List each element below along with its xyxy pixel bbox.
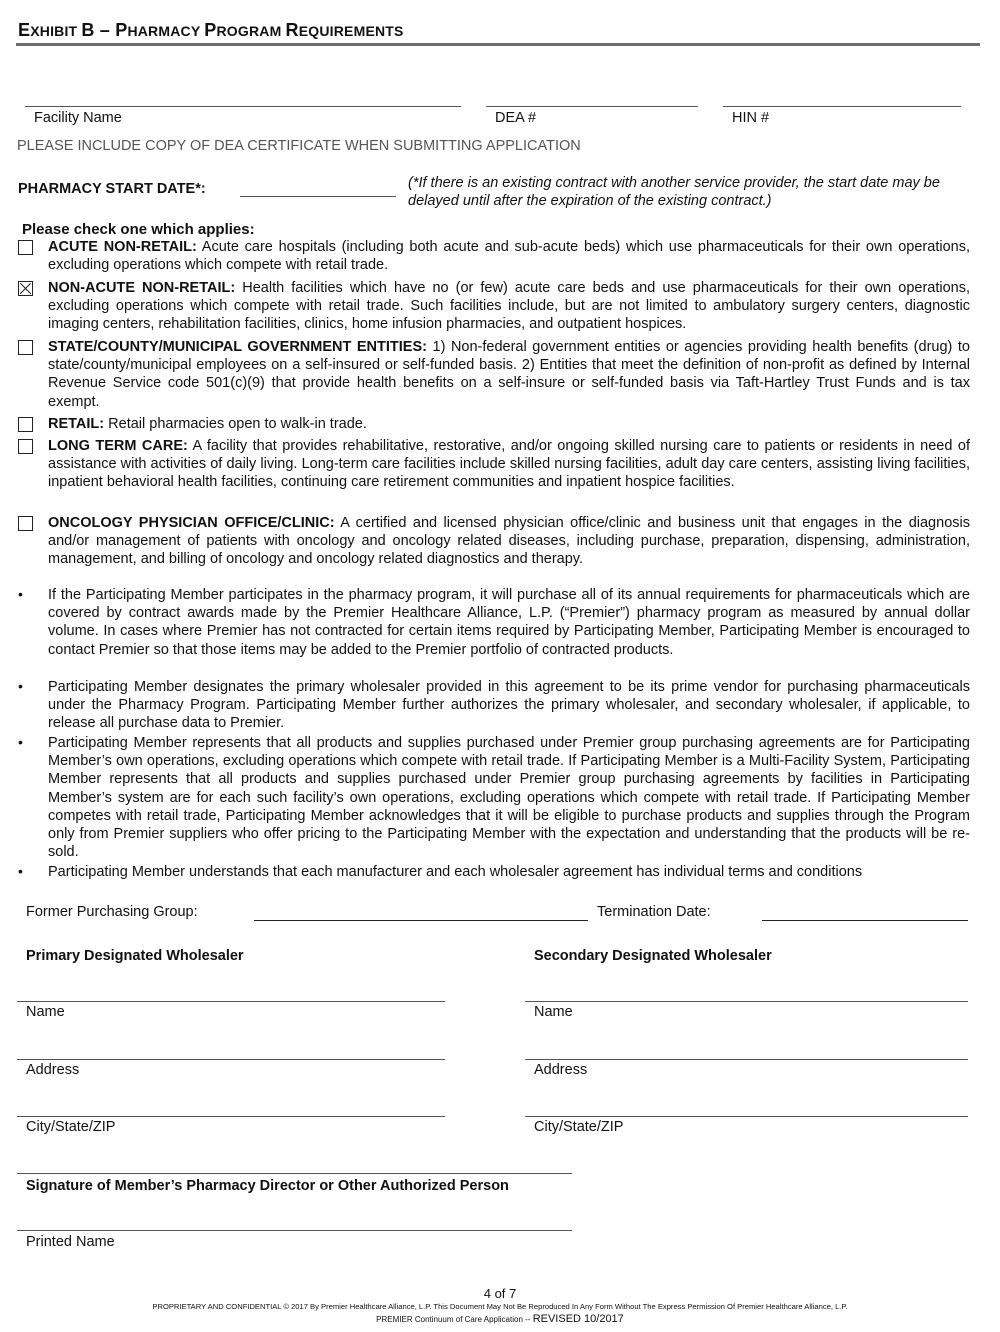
checkbox-long-term-care[interactable] — [18, 439, 33, 454]
title-part: PROGRAM — [204, 20, 286, 40]
hin-field[interactable] — [723, 106, 961, 107]
primary-wholesaler-heading: Primary Designated Wholesaler — [26, 948, 244, 964]
option-retail — [18, 415, 970, 433]
options-heading: Please check one which applies: — [22, 221, 255, 238]
secondary-address-field[interactable] — [525, 1059, 968, 1060]
termination-date-label: Termination Date: — [597, 904, 711, 920]
primary-city-label: City/State/ZIP — [26, 1119, 116, 1135]
option-label: LONG TERM CARE: — [48, 438, 188, 454]
dea-field[interactable] — [486, 106, 698, 107]
bullet-icon: • — [18, 586, 23, 602]
primary-name-field[interactable] — [17, 1001, 445, 1002]
secondary-name-field[interactable] — [525, 1001, 968, 1002]
option-long-term-care — [18, 437, 970, 492]
checkbox-acute-non-retail[interactable] — [18, 240, 33, 255]
option-acute-non-retail — [18, 238, 970, 274]
termination-date-field[interactable] — [762, 920, 968, 921]
revision-date: REVISED 10/2017 — [532, 1313, 624, 1325]
option-label: ACUTE NON-RETAIL: — [48, 239, 197, 255]
option-text: Retail pharmacies open to walk-in trade. — [104, 416, 367, 432]
bullet-item: • Participating Member understands that each manufacturer and each wholesaler agreement has individual terms and conditions — [18, 863, 863, 880]
bullet-icon: • — [18, 734, 23, 750]
primary-address-label: Address — [26, 1062, 80, 1078]
checkbox-oncology[interactable] — [18, 516, 33, 531]
option-label: NON-ACUTE NON-RETAIL: — [48, 280, 236, 296]
hin-label: HIN # — [732, 110, 770, 126]
primary-city-field[interactable] — [17, 1116, 445, 1117]
title-divider — [16, 43, 980, 46]
page-number: 4 of 7 — [483, 1286, 517, 1301]
option-text: A facility that provides rehabilitative, restorative, and/or ongoing skilled nursing care to patients or residents in need of assistance with activities of daily living. Long-term care facilities include skilled nursing facilities, adult day care centers, assisting living facilities, inpatient behavioral health facilities, continuing care retirement communities and inpatient hospice facilities. — [48, 438, 970, 491]
checkbox-non-acute-non-retail-checked[interactable] — [18, 281, 33, 296]
option-label: RETAIL: — [48, 416, 105, 432]
option-label: STATE/COUNTY/MUNICIPAL GOVERNMENT ENTITIES: — [48, 339, 427, 355]
option-text: Acute care hospitals (including both acute and sub-acute beds) which use pharmaceuticals for their own operations, excluding operations which compete with retail trade. — [48, 239, 970, 274]
option-text: Health facilities which have no (or few) acute care beds and use pharmaceuticals for their own operations, excluding operations which compete with retail trade. Such facilities include, but are not limited to ambulatory surgery centers, diagnostic imaging centers, rehabilitation facilities, clinics, home infusion pharmacies, and outpatient hospices. — [48, 280, 970, 333]
bullet-icon: • — [18, 863, 23, 879]
bullet-icon: • — [18, 678, 23, 694]
start-date-field[interactable] — [240, 196, 396, 197]
printed-name-label: Printed Name — [26, 1234, 115, 1250]
title-part: REQUIREMENTS — [285, 20, 404, 40]
option-government — [18, 338, 970, 411]
title-part: B – PHARMACY — [81, 20, 205, 40]
former-group-field[interactable] — [254, 920, 588, 921]
option-text: 1) Non-federal government entities or agencies providing health benefits (drug) to state/county/municipal employees on a self-insured or self-funded basis. 2) Entities that meet the definition of non-profit as defined by Internal Revenue Service code 501(c)(9) that provide health benefits on a self-insure or self-funded basis via Taft-Hartley Trust Funds and is tax exempt. — [48, 339, 970, 410]
app-name: PREMIER Continuum of Care Application -- — [376, 1315, 533, 1324]
option-text: A certified and licensed physician office/clinic and business unit that engages in the diagnosis and/or management of patients with oncology and oncology related diseases, including purchase, preparation, dispensing, administration, management, and billing of oncology and oncology related diagnostics and therapy. — [48, 515, 970, 568]
secondary-city-field[interactable] — [525, 1116, 968, 1117]
footer-revision — [0, 1313, 1000, 1325]
bullet-item: • If the Participating Member participates in the pharmacy program, it will purchase all of its annual requirements for pharmaceuticals which are covered by contract awards made by the Premier Healthcare Alliance, L.P. (“Premier”) pharmacy program as measured by annual dollar volume. In cases where Premier has not contracted for certain items required by Participating Member, Participating Member is encouraged to contact Premier so that those items may be added to the Premier portfolio of contracted products. — [18, 586, 970, 658]
dea-notice: PLEASE INCLUDE COPY OF DEA CERTIFICATE WHEN SUBMITTING APPLICATION — [17, 138, 581, 154]
secondary-name-label: Name — [534, 1004, 573, 1020]
secondary-city-label: City/State/ZIP — [534, 1119, 624, 1135]
signature-field[interactable] — [17, 1173, 572, 1174]
checkbox-government[interactable] — [18, 340, 33, 355]
copyright-notice: PROPRIETARY AND CONFIDENTIAL © 2017 By Premier Healthcare Alliance, L.P. This Document May Not Be Reproduced In Any Form Without The Express Permission Of Premier Healthcare Alliance, L.P. — [152, 1302, 848, 1311]
facility-name-field[interactable] — [25, 106, 461, 107]
primary-name-label: Name — [26, 1004, 65, 1020]
secondary-address-label: Address — [534, 1062, 588, 1078]
start-date-note: (*If there is an existing contract with another service provider, the start date may be delayed until after the expiration of the existing contract.) — [408, 175, 940, 209]
printed-name-field[interactable] — [17, 1230, 572, 1231]
option-oncology — [18, 514, 970, 569]
facility-name-label: Facility Name — [34, 110, 122, 126]
start-date-label: PHARMACY START DATE*: — [18, 181, 206, 197]
bullet-item: • Participating Member designates the primary wholesaler provided in this agreement to be its prime vendor for purchasing pharmaceuticals under the Pharmacy Program. Participating Member further authorizes the primary wholesaler, and secondary wholesaler, if applicable, to release all purchase data to Premier. — [18, 678, 970, 732]
checkbox-retail[interactable] — [18, 417, 33, 432]
title-part: EXHIBIT — [18, 20, 82, 40]
option-label: ONCOLOGY PHYSICIAN OFFICE/CLINIC: — [48, 515, 335, 531]
secondary-wholesaler-heading: Secondary Designated Wholesaler — [534, 948, 772, 964]
primary-address-field[interactable] — [17, 1059, 445, 1060]
bullet-item: • Participating Member represents that all products and supplies purchased under Premier group purchasing agreements are for Participating Member’s own operations, excluding operations which compete with retail trade. If Participating Member is a Multi-Facility System, Participating Member represents that all products and supplies purchased under Premier group purchasing agreements by facilities in Participating Member’s system are for each such facility’s own operations, excluding operations which compete with retail trade. If Participating Member competes with retail trade, Participating Member acknowledges that it will be eligible to purchase products and supplies through the Program only from Premier suppliers who offer pricing to the Participating Member with the expectation and understanding that the products will be re-sold. — [18, 734, 970, 861]
signature-label: Signature of Member’s Pharmacy Director or Other Authorized Person — [26, 1178, 509, 1194]
page-title — [18, 20, 404, 41]
option-non-acute-non-retail — [18, 279, 970, 334]
dea-label: DEA # — [495, 110, 537, 126]
former-group-label: Former Purchasing Group: — [26, 904, 198, 920]
